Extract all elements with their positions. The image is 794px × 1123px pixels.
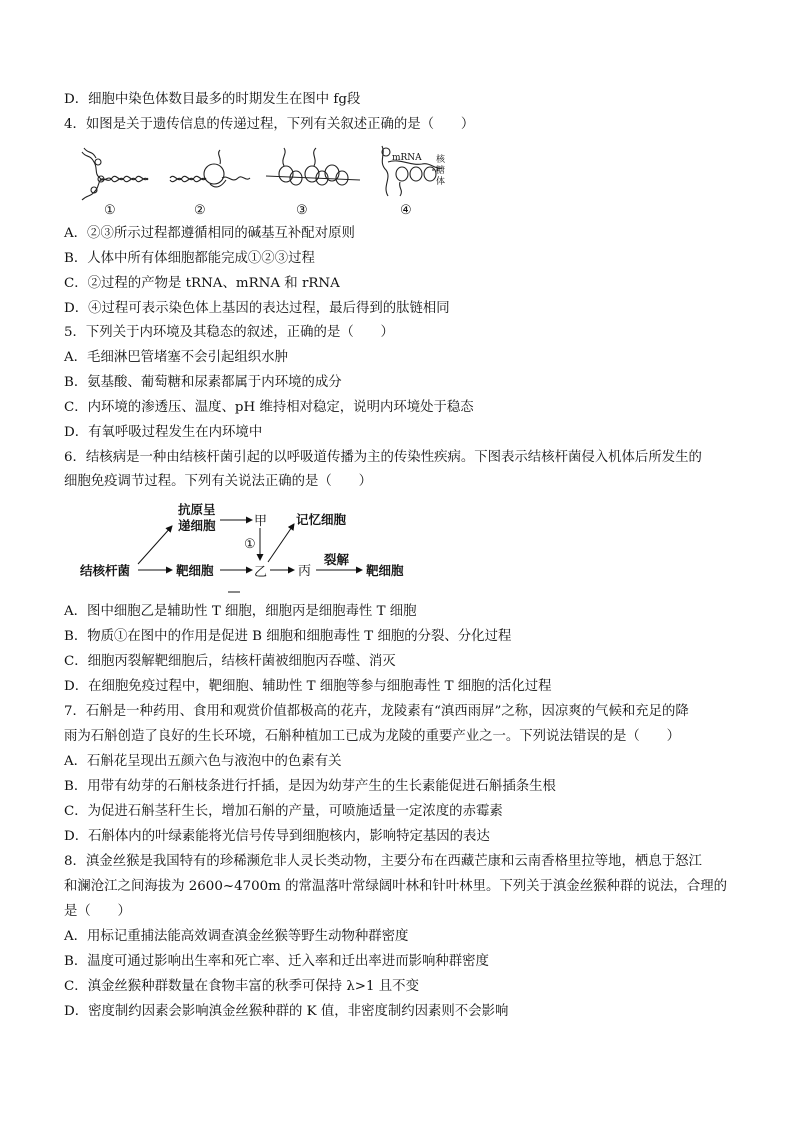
memory-cell-label: 记忆细胞 [296,512,347,527]
q5-option-b: B．氨基酸、葡萄糖和尿素都属于内环境的成分 [64,375,342,390]
q8-option-a: A．用标记重捕法能高效调查滇金丝猴等野生动物种群密度 [64,929,409,944]
q4-option-b: B．人体中所有体细胞都能完成①②③过程 [64,251,315,266]
substance-1-label: ① [244,537,256,552]
arrow-bacteria-to-apc [138,526,172,564]
q5-option-a: A．毛细淋巴管堵塞不会引起组织水肿 [64,350,288,365]
q5-option-c: C．内环境的渗透压、温度、pH 维持相对稳定，说明内环境处于稳态 [64,400,474,415]
q4-stem: 4．如图是关于遗传信息的传递过程，下列有关叙述正确的是（ ） [64,117,475,132]
q4-option-c: C．②过程的产物是 tRNA、mRNA 和 rRNA [64,276,340,291]
q5-stem: 5．下列关于内环境及其稳态的叙述，正确的是（ ） [64,325,394,340]
q4-figure [70,140,450,220]
ribosome-label-2: 糖 [436,166,446,176]
mrna-label: mRNA [392,153,422,163]
q6-option-c: C．细胞丙裂解靶细胞后，结核杆菌被细胞丙吞噬、消灭 [64,654,396,669]
q6-immune-diagram [80,500,420,596]
q7-stem-line2: 雨为石斛创造了良好的生长环境，石斛种植加工已成为龙陵的重要产业之一。下列说法错误的是（ ） [64,729,680,744]
yi-label: 乙 [254,565,268,580]
q8-option-d: D．密度制约因素会影响滇金丝猴种群的 K 值，非密度制约因素则不会影响 [64,1004,509,1019]
figure-label-4: ④ [400,203,412,218]
target-cell-label: 靶细胞 [176,563,214,578]
q6-option-a: A．图中细胞乙是辅助性 T 细胞，细胞丙是细胞毒性 T 细胞 [64,604,417,619]
bing-label: 丙 [298,564,312,579]
q6-stem-line2: 细胞免疫调节过程。下列有关说法正确的是（ ） [64,474,372,489]
apc-label-2: 递细胞 [178,518,216,533]
q7-option-c: C．为促进石斛茎秆生长，增加石斛的产量，可喷施适量一定浓度的赤霉素 [64,804,503,819]
bacteria-label: 结核杆菌 [80,563,131,578]
figure-label-2: ② [194,203,206,218]
target-cell-label-2: 靶细胞 [366,563,404,578]
q8-stem-line3: 是（ ） [64,904,131,919]
lysis-label: 裂解 [324,552,350,567]
dna-replication-drawing [82,148,148,200]
q7-stem-line1: 7．石斛是一种药用、食用和观赏价值都极高的花卉，龙陵素有“滇西雨屏”之称，因凉爽的气候和充足的降 [64,704,689,719]
q5-option-d: D．有氧呼吸过程发生在内环境中 [64,425,263,440]
jia-label: 甲 [254,514,268,529]
ribosome-label-3: 体 [436,177,446,187]
q8-option-b: B．温度可通过影响出生率和死亡率、迁入率和迁出率进而影响种群密度 [64,954,489,969]
q6-option-d: D．在细胞免疫过程中，靶细胞、辅助性 T 细胞等参与细胞毒性 T 细胞的活化过程 [64,679,552,694]
q7-option-b: B．用带有幼芽的石斛枝条进行扦插，是因为幼芽产生的生长素能促进石斛插条生根 [64,779,556,794]
arrow-yi-to-memory [268,524,294,562]
q6-option-b: B．物质①在图中的作用是促进 B 细胞和细胞毒性 T 细胞的分裂、分化过程 [64,629,512,644]
q4-option-d: D．④过程可表示染色体上基因的表达过程，最后得到的肽链相同 [64,301,450,316]
q3-option-d: D．细胞中染色体数目最多的时期发生在图中 fg段 [64,92,361,107]
q4-option-a: A．②③所示过程都遵循相同的碱基互补配对原则 [64,226,355,241]
q8-option-c: C．滇金丝猴种群数量在食物丰富的秋季可保持 λ>1 且不变 [64,979,419,994]
ribosome-label-1: 核 [436,155,446,165]
q8-stem-line1: 8．滇金丝猴是我国特有的珍稀濒危非人灵长类动物，主要分布在西藏芒康和云南香格里拉等地，栖息于怒江 [64,854,702,869]
q6-stem-line1: 6．结核病是一种由结核杆菌引起的以呼吸道传播为主的传染性疾病。下图表示结核杆菌侵入机体后所发生的 [64,450,702,465]
translation-drawing [266,148,360,185]
transcription-drawing [170,150,250,187]
q7-option-d: D．石斛体内的叶绿素能将光信号传导到细胞核内，影响特定基因的表达 [64,829,490,844]
apc-label-1: 抗原呈 [178,502,216,517]
q7-option-a: A．石斛花呈现出五颜六色与液泡中的色素有关 [64,754,342,769]
figure-label-1: ① [104,203,116,218]
q8-stem-line2: 和澜沧江之间海拔为 2600~4700m 的常温落叶常绿阔叶林和针叶林里。下列关于滇金丝猴种群的说法，合理的 [64,879,727,894]
figure-label-3: ③ [296,203,308,218]
